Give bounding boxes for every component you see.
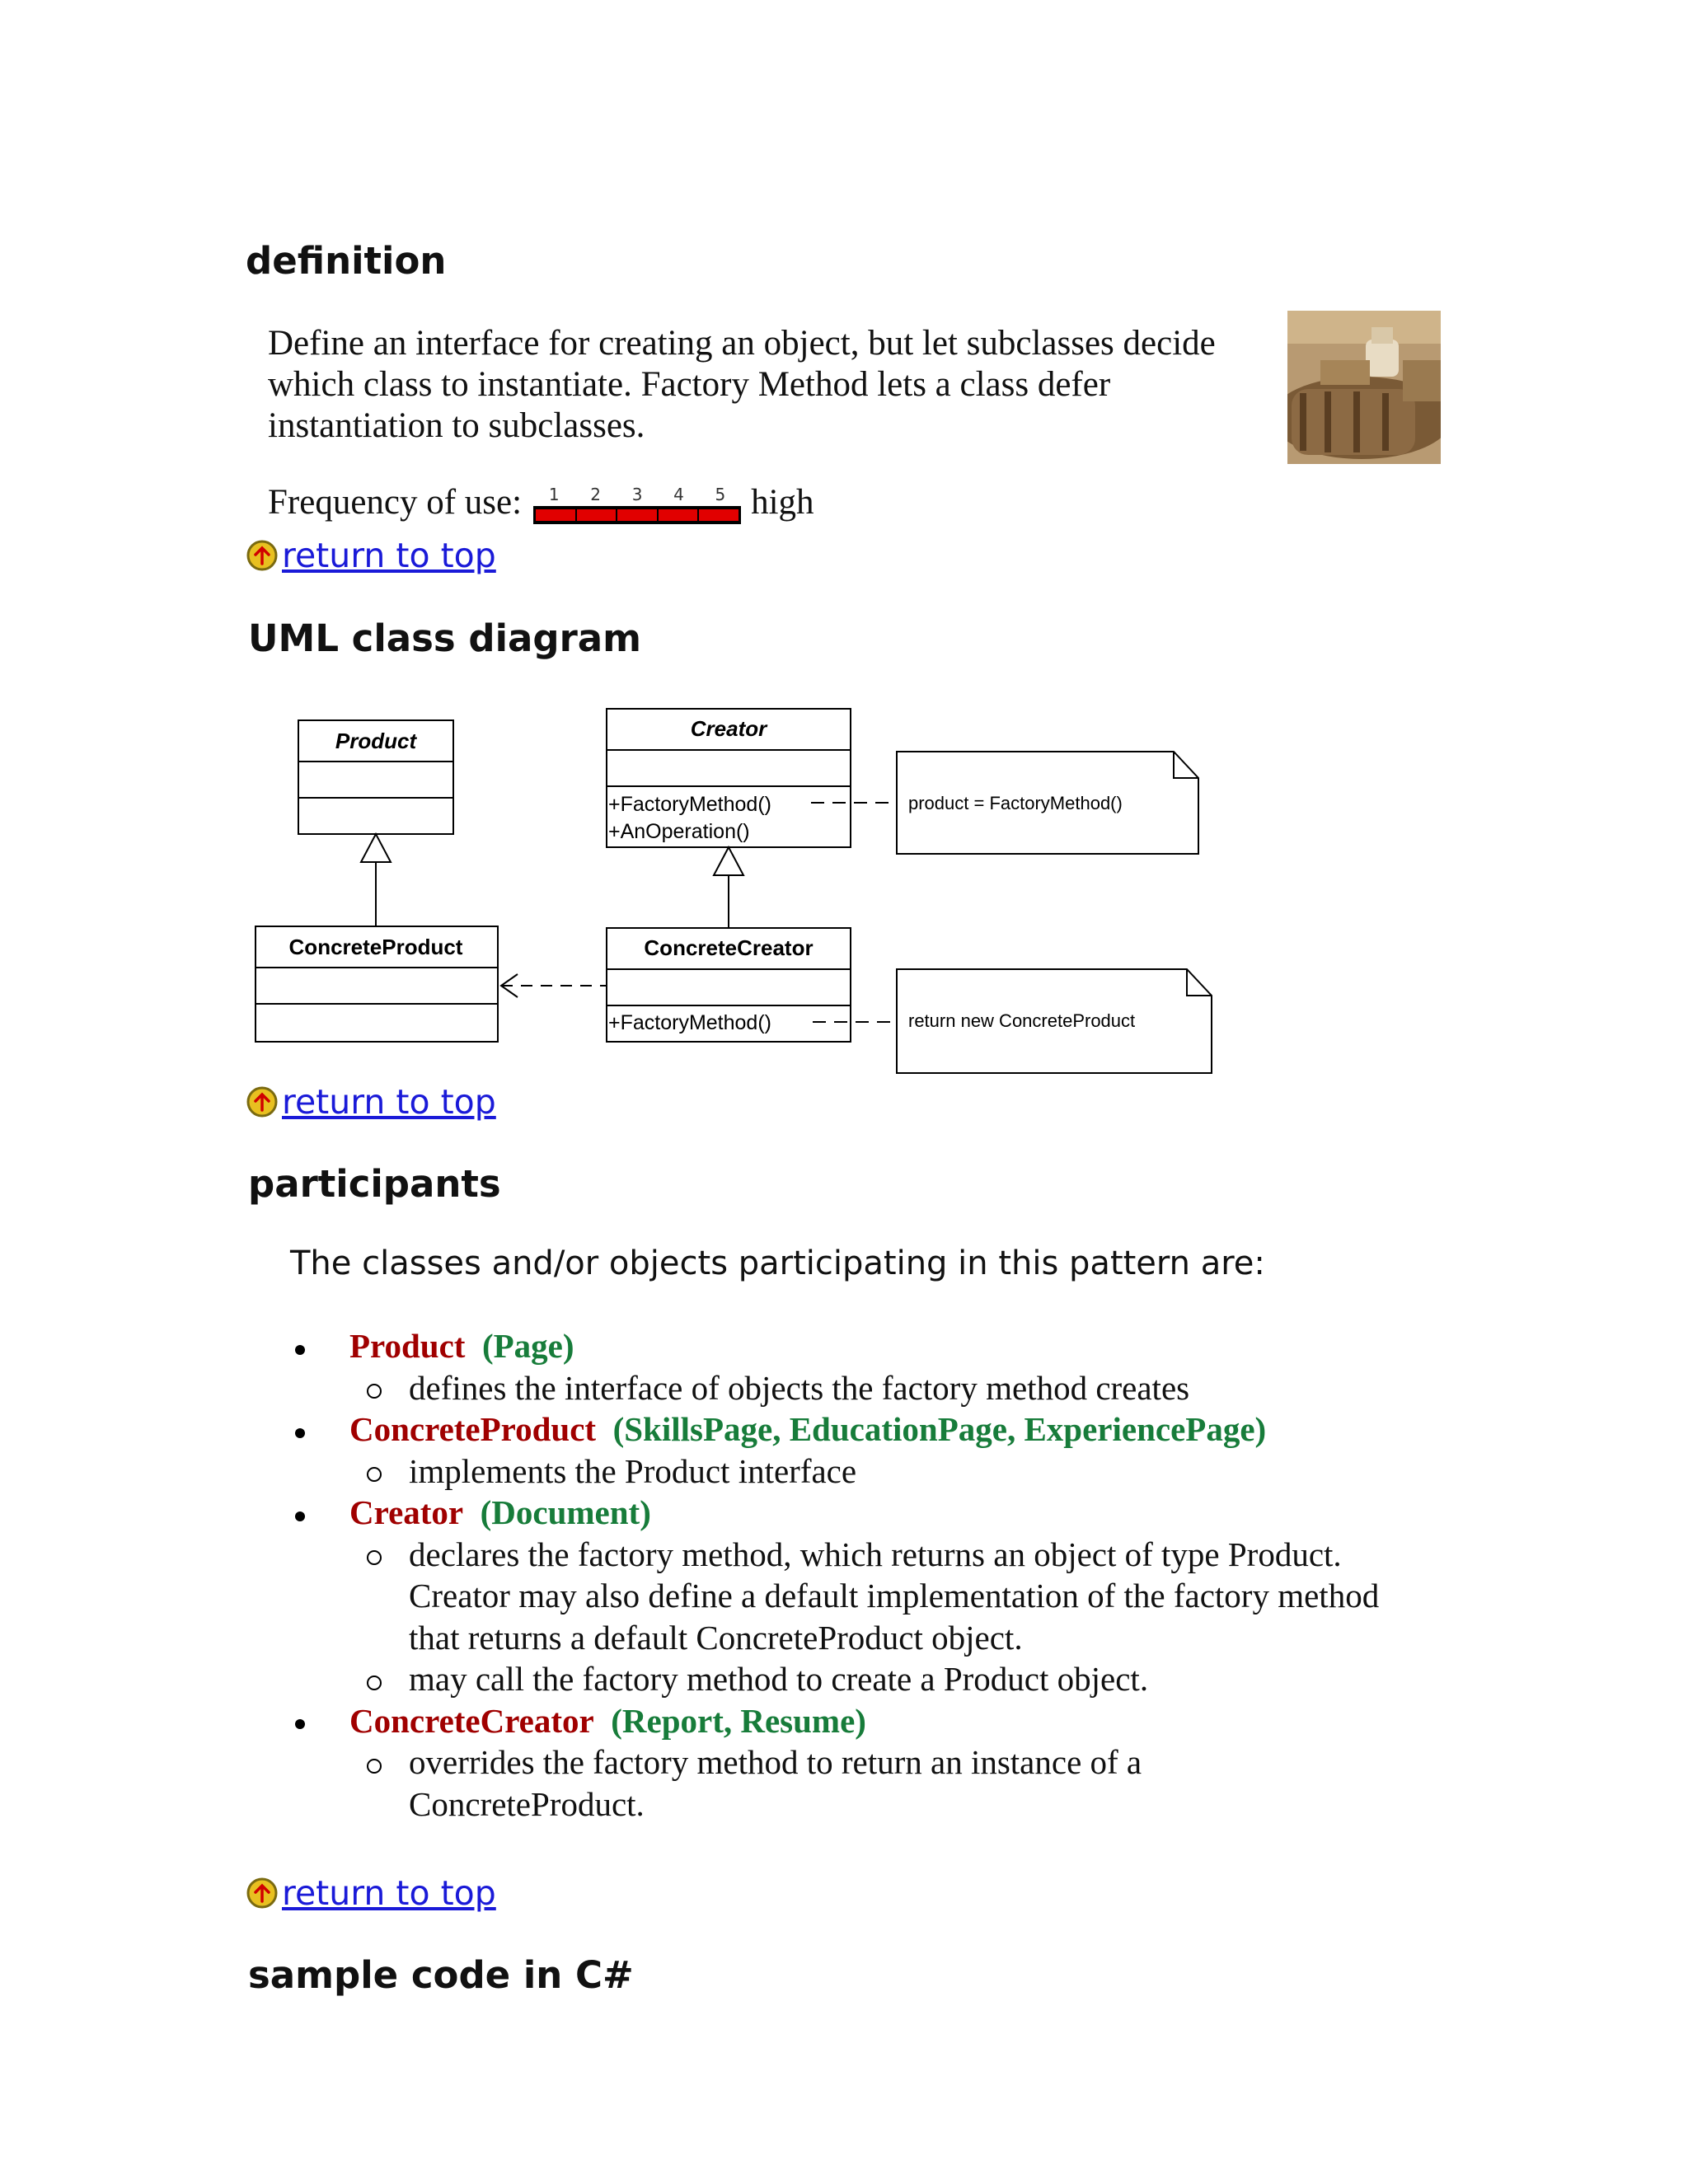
return-to-top-link[interactable]: return to top [282,1082,496,1122]
return-to-top-2[interactable] [246,1082,496,1122]
uml-inheritance-product [361,834,391,926]
circle-bullet-icon [367,1550,382,1565]
participants-list [290,1325,1480,1825]
uml-concrete-creator-name: ConcreteCreator [644,935,814,960]
scale-number: 3 [631,485,643,504]
frequency-rating: high [751,483,814,522]
circle-bullet-icon [367,1675,382,1690]
uml-concrete-product-name: ConcreteProduct [288,935,463,959]
uml-class-concrete-product [256,926,498,1042]
uml-note-1-text: product = FactoryMethod() [908,793,1123,813]
scale-cell [536,509,575,521]
heading-sample-code: sample code in C# [248,1953,634,1997]
scale-cell [577,509,617,521]
uml-dependency-arrow [501,974,607,997]
up-arrow-icon[interactable] [246,1085,279,1118]
bullet-icon [295,1511,305,1521]
participant-name: Creator [349,1493,464,1531]
participant-detail: implements the Product interface [349,1451,1480,1493]
participant-item [290,1700,1480,1742]
participant-example: (Document) [480,1493,651,1531]
uml-note-2-text: return new ConcreteProduct [908,1010,1136,1031]
uml-inheritance-creator [714,847,743,928]
up-arrow-icon[interactable] [246,539,279,572]
return-to-top-3[interactable] [246,1873,496,1913]
frequency-scale [533,486,741,523]
scale-bar [533,506,741,524]
uml-class-creator [607,709,851,847]
scale-cell [659,509,698,521]
uml-concrete-creator-method: +FactoryMethod() [608,1011,771,1034]
scale-cell [617,509,657,521]
uml-creator-method: +AnOperation() [608,820,750,843]
scale-numbers [533,486,741,503]
return-to-top-link[interactable]: return to top [282,536,496,575]
frequency-label: Frequency of use: [268,483,523,522]
uml-creator-name: Creator [690,716,767,741]
heading-participants: participants [248,1162,501,1206]
bullet-icon [295,1719,305,1729]
scale-number: 4 [673,485,684,504]
frequency-of-use [268,482,814,523]
participant-detail: may call the factory method to create a Product object. [349,1658,1480,1700]
scale-number: 1 [548,485,560,504]
uml-creator-method: +FactoryMethod() [608,793,771,816]
return-to-top-link[interactable]: return to top [282,1873,496,1913]
participant-example: (Report, Resume) [611,1701,866,1740]
uml-product-name: Product [335,729,417,753]
participant-example: (SkillsPage, EducationPage, ExperiencePage) [612,1410,1267,1448]
participant-name: ConcreteProduct [349,1410,597,1448]
heading-definition: definition [246,239,447,283]
bullet-icon [295,1345,305,1355]
participant-detail: defines the interface of objects the factory method creates [349,1367,1480,1409]
participant-detail: declares the factory method, which returns an object of type Product. Creator may also define a default implementation of the factory method that returns a default ConcreteProduct object. [349,1534,1431,1659]
participant-item [290,1492,1480,1534]
uml-note-2 [813,969,1212,1073]
participant-name: Product [349,1327,466,1365]
participant-detail: overrides the factory method to return an instance of a ConcreteProduct. [349,1741,1233,1825]
participant-example: (Page) [481,1327,574,1365]
scale-number: 5 [715,485,726,504]
scale-number: 2 [590,485,602,504]
pattern-photo [1287,311,1441,464]
return-to-top-1[interactable] [246,536,496,575]
up-arrow-icon[interactable] [246,1877,279,1910]
circle-bullet-icon [367,1759,382,1774]
definition-text: Define an interface for creating an object, but let subclasses decide which class to instantiate. Factory Method lets a class defer instantiation to subclasses. [268,324,1216,445]
uml-class-product [298,720,453,834]
participant-item [290,1325,1480,1367]
participant-name: ConcreteCreator [349,1701,594,1740]
scale-cell [699,509,738,521]
participants-intro: The classes and/or objects participating in this pattern are: [290,1244,1265,1282]
heading-uml: UML class diagram [248,616,642,660]
bullet-icon [295,1428,305,1438]
uml-class-concrete-creator [607,928,851,1042]
circle-bullet-icon [367,1384,382,1399]
uml-note-1 [811,752,1198,854]
circle-bullet-icon [367,1467,382,1482]
participant-item [290,1408,1480,1451]
uml-class-diagram [239,692,1228,1088]
